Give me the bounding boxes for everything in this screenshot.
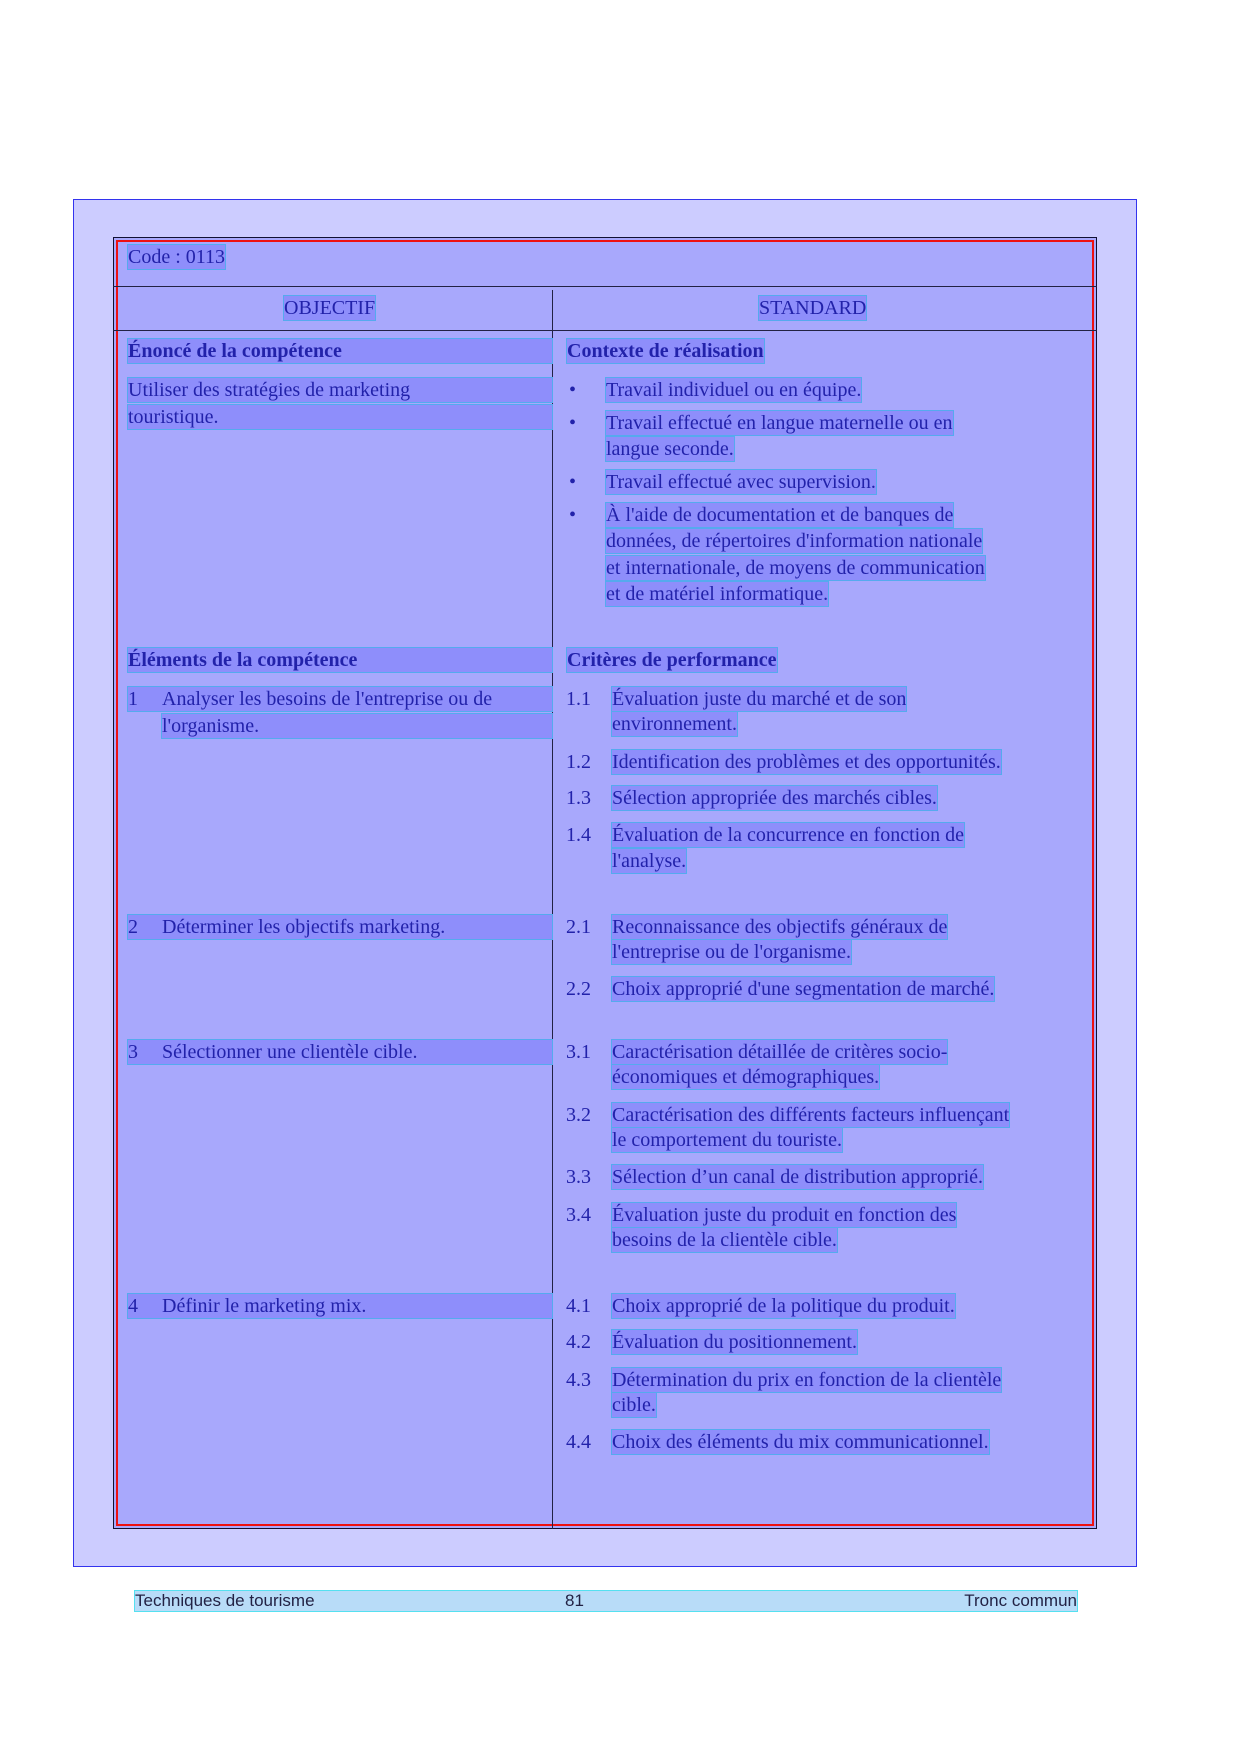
contexte-line: données, de répertoires d'information nationale (606, 530, 983, 552)
critere-text: économiques et démographiques. (612, 1066, 880, 1088)
critere-number: 3.2 (566, 1104, 591, 1126)
critere-text: l'analyse. (612, 850, 687, 872)
critere-number: 1.1 (566, 688, 591, 710)
critere-text: Évaluation du positionnement. (612, 1331, 857, 1353)
critere-number: 4.4 (566, 1431, 591, 1453)
page-footer (135, 1591, 1077, 1611)
critere-text: Identification des problèmes et des opportunités. (612, 751, 1001, 773)
critere-text: Évaluation juste du produit en fonction des (612, 1204, 957, 1226)
code-label: Code : 0113 (128, 246, 226, 268)
critere-text: besoins de la clientèle cible. (612, 1229, 837, 1251)
bullet-icon: • (569, 504, 577, 526)
element-text: Déterminer les objectifs marketing. (162, 916, 446, 938)
critere-text: Évaluation juste du marché et de son (612, 688, 907, 710)
footer-section: Tronc commun (964, 1591, 1077, 1610)
critere-number: 2.2 (566, 978, 591, 1000)
critere-text: Sélection d’un canal de distribution approprié. (612, 1166, 984, 1188)
element-text: l'organisme. (162, 714, 552, 738)
critere-text: le comportement du touriste. (612, 1129, 842, 1151)
critere-text: cible. (612, 1394, 656, 1416)
critere-text: Choix approprié d'une segmentation de marché. (612, 978, 995, 1000)
column-divider (552, 290, 553, 1529)
element-number: 1 (128, 688, 138, 710)
standard-header: STANDARD (759, 297, 867, 319)
critere-number: 2.1 (566, 916, 591, 938)
element-item (128, 687, 552, 711)
critere-text: Évaluation de la concurrence en fonction de (612, 824, 965, 846)
critere-number: 1.4 (566, 824, 591, 846)
bullet-icon: • (569, 379, 577, 401)
critere-number: 4.2 (566, 1331, 591, 1353)
enonce-line: Utiliser des stratégies de marketing (128, 378, 552, 402)
critere-text: environnement. (612, 713, 737, 735)
contexte-line: langue seconde. (606, 438, 734, 460)
element-item (128, 1294, 552, 1318)
critere-number: 3.4 (566, 1204, 591, 1226)
element-text: Analyser les besoins de l'entreprise ou de (162, 688, 493, 710)
contexte-line: et de matériel informatique. (606, 583, 829, 605)
critere-text: Reconnaissance des objectifs généraux de (612, 916, 948, 938)
footer-program: Techniques de tourisme (135, 1591, 315, 1610)
critere-text: Sélection appropriée des marchés cibles. (612, 787, 937, 809)
element-item (128, 915, 552, 939)
elements-heading: Éléments de la compétence (128, 648, 552, 672)
critere-number: 1.3 (566, 787, 591, 809)
element-number: 2 (128, 916, 138, 938)
element-text: Définir le marketing mix. (162, 1295, 367, 1317)
page-number: 81 (565, 1591, 584, 1610)
header-divider-top (113, 286, 1097, 287)
critere-number: 3.3 (566, 1166, 591, 1188)
critere-text: Caractérisation détaillée de critères socio- (612, 1041, 948, 1063)
contexte-line: et internationale, de moyens de communication (606, 557, 985, 579)
contexte-heading: Contexte de réalisation (567, 340, 764, 362)
bullet-icon: • (569, 412, 577, 434)
criteres-heading: Critères de performance (567, 649, 777, 671)
critere-number: 4.1 (566, 1295, 591, 1317)
critere-text: l'entreprise ou de l'organisme. (612, 941, 851, 963)
bullet-icon: • (569, 471, 577, 493)
critere-number: 1.2 (566, 751, 591, 773)
contexte-line: Travail effectué en langue maternelle ou en (606, 412, 953, 434)
contexte-line: Travail effectué avec supervision. (606, 471, 876, 493)
element-text: Sélectionner une clientèle cible. (162, 1041, 418, 1063)
header-divider-bottom (113, 330, 1097, 331)
objectif-header: OBJECTIF (284, 297, 376, 319)
contexte-line: Travail individuel ou en équipe. (606, 379, 862, 401)
critere-number: 3.1 (566, 1041, 591, 1063)
element-item (128, 1040, 552, 1064)
critere-text: Choix des éléments du mix communicationnel. (612, 1431, 989, 1453)
critere-text: Choix approprié de la politique du produit. (612, 1295, 955, 1317)
enonce-heading: Énoncé de la compétence (128, 339, 552, 363)
contexte-line: À l'aide de documentation et de banques de (606, 504, 954, 526)
element-number: 3 (128, 1041, 138, 1063)
critere-text: Détermination du prix en fonction de la clientèle (612, 1369, 1002, 1391)
critere-number: 4.3 (566, 1369, 591, 1391)
enonce-line: touristique. (128, 405, 552, 429)
element-number: 4 (128, 1295, 138, 1317)
critere-text: Caractérisation des différents facteurs influençant (612, 1104, 1010, 1126)
